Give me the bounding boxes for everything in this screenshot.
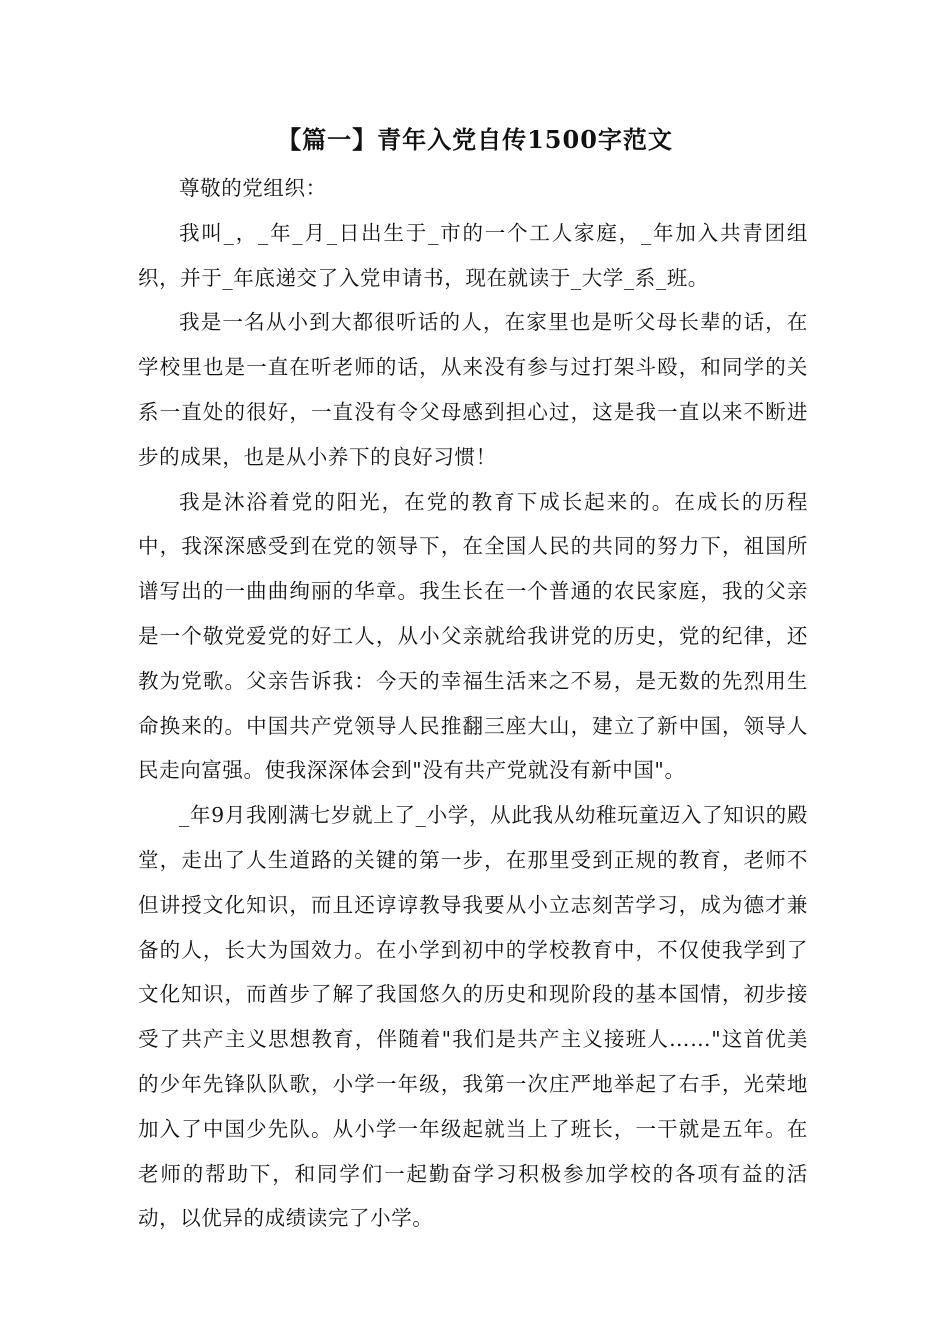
paragraph-primary-school: _年9月我刚满七岁就上了_小学，从此我从幼稚玩童迈入了知识的殿堂，走出了人生道路的关键的第一步，在那里受到正规的教育，老师不但讲授文化知识，而且还谆谆教导我要从小立志刻苦学习，成为德才兼备的人，长大为国效力。在小学到初中的学校教育中，不仅使我学到了文化知识，而酋步了解了我国悠久的历史和现阶段的基本国情，初步接受了共产主义思想教育，伴随着"我们是共产主义接班人……"这首优美的少年先锋队队歌，小学一年级，我第一次庄严地举起了右手，光荣地加入了中国少先队。从小学一年级起就当上了班长，一干就是五年。在老师的帮助下，和同学们一起勤奋学习积极参加学校的各项有益的活动，以优异的成绩读完了小学。: [138, 803, 808, 1231]
paragraph-character: 我是一名从小到大都很听话的人，在家里也是听父母长辈的话，在学校里也是一直在听老师的话，从来没有参与过打架斗殴，和同学的关系一直处的很好，一直没有令父母感到担心过，这是我一直以来不断进步的成果，也是从小养下的良好习惯！: [138, 310, 808, 469]
document-title: 【篇一】青年入党自传1500字范文: [277, 125, 673, 154]
document-body: [138, 166, 808, 1241]
paragraph-personal-info: 我叫_，_年_月_日出生于_市的一个工人家庭，_年加入共青团组织，并于_年底递交了入党申请书，现在就读于_大学_系_班。: [138, 220, 808, 290]
salutation: 尊敬的党组织：: [179, 176, 327, 200]
paragraph-party-influence: 我是沐浴着党的阳光，在党的教育下成长起来的。在成长的历程中，我深深感受到在党的领导下，在全国人民的共同的努力下，祖国所谱写出的一曲曲绚丽的华章。我生长在一个普通的农民家庭，我的父亲是一个敬党爱党的好工人，从小父亲就给我讲党的历史，党的纪律，还教为党歌。父亲告诉我：今天的幸福生活来之不易，是无数的先烈用生命换来的。中国共产党领导人民推翻三座大山，建立了新中国，领导人民走向富强。使我深深体会到"没有共产党就没有新中国"。: [138, 489, 808, 783]
